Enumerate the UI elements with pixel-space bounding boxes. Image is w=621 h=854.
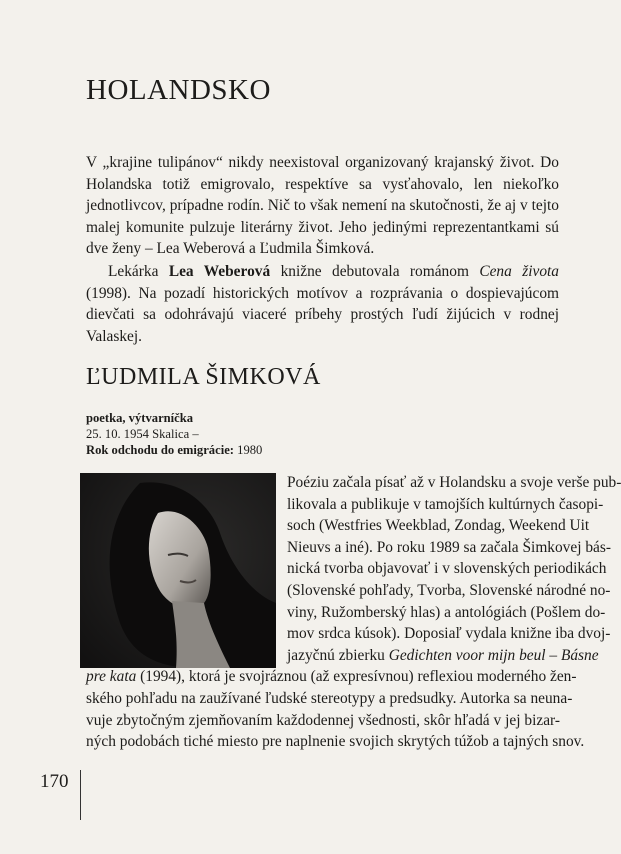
page-number-rule <box>80 770 81 820</box>
p2-text-c: (1998). Na pozadí historických motívov a rozprávania o dospievajúcom dievčati sa odohrávajú viaceré príbehy prostých ľudí žijúcich v rodnej Valaskej. <box>86 284 559 345</box>
bio-line: soch (Westfries Weekblad, Zondag, Weekend Uit <box>287 517 590 535</box>
bio-line: nická tvorba objavovať i v slovenských periodikách <box>287 560 607 578</box>
book-title-cena-zivota: Cena života <box>479 263 559 280</box>
author-name-lea: Lea Weberová <box>168 263 271 280</box>
emigration-label: Rok odchodu do emigrácie: <box>86 443 234 457</box>
bio-line: viny, Ružomberský hlas) a antológiách (Pošlem do- <box>287 603 606 621</box>
bio-line: (Slovenské pohľady, Tvorba, Slovenské národné no- <box>287 581 611 599</box>
bio-line: Nieuvs a iné). Po roku 1989 sa začala Šimkovej bás- <box>287 538 611 556</box>
emigration-year: 1980 <box>237 443 263 457</box>
bio-line: vuje zbytočným zjemňovaním každodennej všednosti, skôr hľadá v jej bizar- <box>86 711 560 729</box>
p2-text-b: knižne debutovala románom <box>270 263 480 280</box>
bio-line: mov srdca kúsok). Doposiaľ vydala knižne iba dvoj- <box>287 625 611 643</box>
author-heading: ĽUDMILA ŠIMKOVÁ <box>86 364 321 390</box>
bio-line: ského pohľadu na zaužívané ľudské stereotypy a predsudky. Autorka sa neuna- <box>86 689 573 707</box>
biography-text <box>86 472 621 753</box>
author-role: poetka, výtvarníčka <box>86 411 194 425</box>
intro-paragraph-2 <box>86 261 559 347</box>
intro-paragraph-1: V „krajine tulipánov“ nikdy neexistoval organizovaný krajanský život. Do Holandska totiž emigrovalo, respektíve sa vysťahovalo, len niekoľko jednotlivcov, prípadne rodín. Nič to však nemení na skutočnosti, že aj v tejto malej komunite pulzuje literárny život. Jeho jedinými reprezentantkami sú dve ženy – Lea Weberová a Ľudmila Šimková. <box>86 154 559 258</box>
author-emigration <box>86 442 262 458</box>
p2-text-a: Lekárka <box>108 263 169 280</box>
page-number: 170 <box>40 771 69 792</box>
bio-line: jazyčnú zbierku Gedichten voor mijn beul – Básne <box>287 646 599 664</box>
bio-line: Poéziu začala písať až v Holandsku a svoje verše pub- <box>287 474 621 491</box>
section-heading: HOLANDSKO <box>86 74 271 106</box>
bio-line: pre kata (1994), ktorá je svojráznou (až expresívnou) reflexiou moderného žen- <box>86 668 577 686</box>
bio-line: likovala a publikuje v tamojších kultúrnych časopi- <box>287 495 604 513</box>
bio-line: ných podobách tiché miesto pre naplnenie svojich skrytých túžob a tajných snov. <box>86 733 585 751</box>
author-born: 25. 10. 1954 Skalica – <box>86 427 199 441</box>
